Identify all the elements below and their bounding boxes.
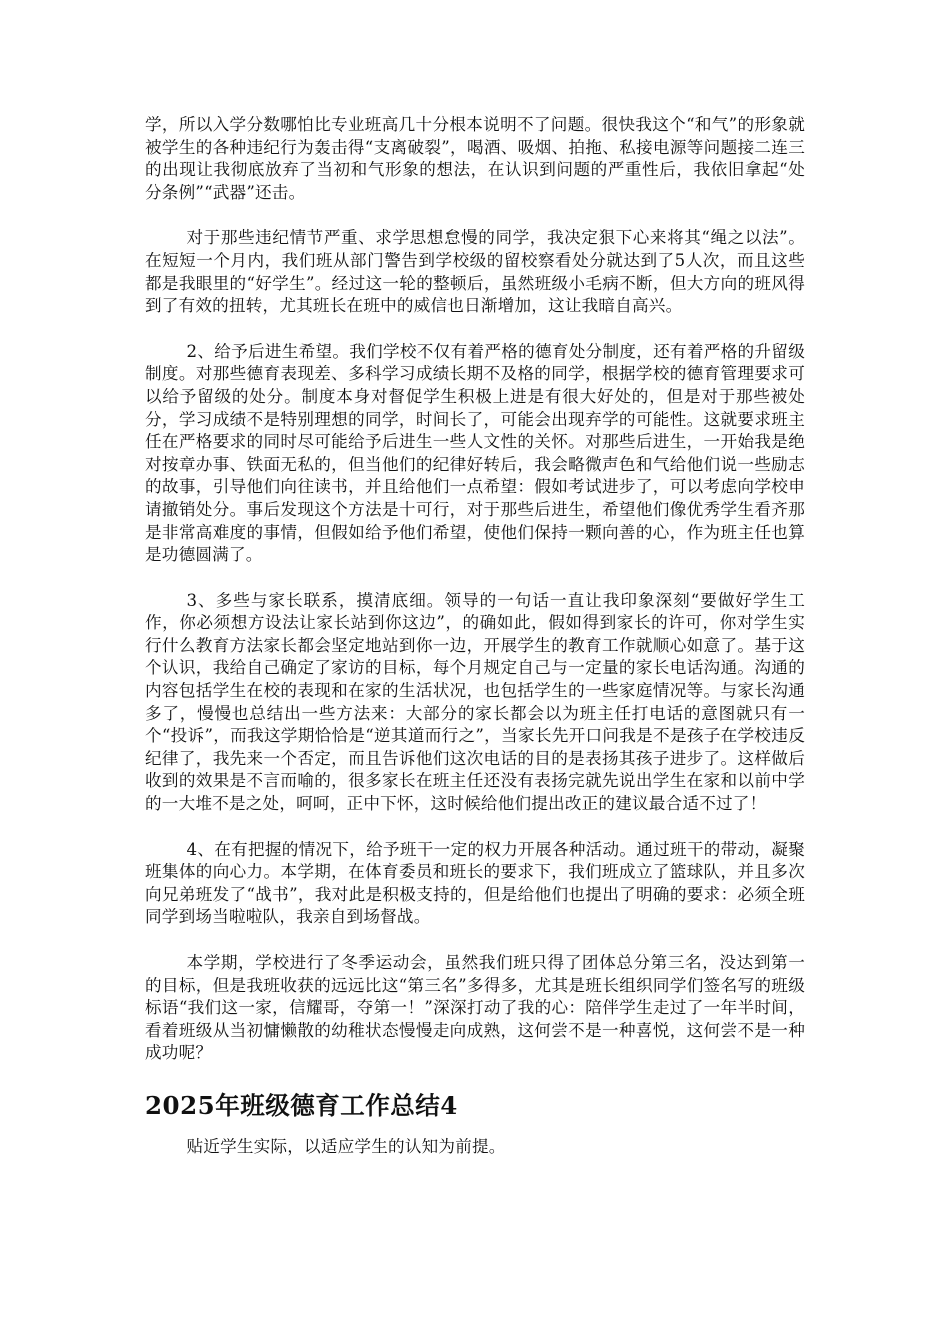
paragraph-point-2: 2、给予后进生希望。我们学校不仅有着严格的德育处分制度，还有着严格的升留级制度。对那些德育表现差、多科学习成绩长期不及格的同学，根据学校的德育管理要求可以给予留级的处分。制度本身对督促学生积极上进是有很大好处的，但是对于那些被处分，学习成绩不是特别理想的同学，时间长了，可能会出现弃学的可能性。这就要求班主任在严格要求的同时尽可能给予后进生一些人文性的关怀。对那些后进生，一开始我是绝对按章办事、铁面无私的，但当他们的纪律好转后，我会略微声色和气给他们说一些励志的故事，引导他们向往读书，并且给他们一点希望：假如考试进步了，可以考虑向学校申请撤销处分。事后发现这个方法是十可行，对于那些后进生，希望他们像优秀学生看齐那是非常高难度的事情，但假如给予他们希望，使他们保持一颗向善的心，作为班主任也算是功德圆满了。 — [145, 341, 805, 565]
paragraph-discipline: 对于那些违纪情节严重、求学思想怠慢的同学，我决定狠下心来将其“绳之以法”。在短短一个月内，我们班从部门警告到学校级的留校察看处分就达到了5人次，而且这些都是我眼里的“好学生”。经过这一轮的整顿后，虽然班级小毛病不断，但大方向的班风得到了有效的扭转，尤其班长在班中的威信也日渐增加，这让我暗自高兴。 — [145, 228, 805, 316]
paragraph-spacer — [145, 567, 805, 590]
section-heading: 2025年班级德育工作总结4 — [145, 1090, 458, 1120]
heading-spacer — [145, 1126, 805, 1136]
paragraph-spacer — [145, 929, 805, 952]
paragraph-point-3: 3、多些与家长联系，摸清底细。领导的一句话一直让我印象深刻“要做好学生工作，你必须想方设法让家长站到你这边”，的确如此，假如得到家长的许可，你对学生实行什么教育方法家长都会坚定地站到你一边，开展学生的教育工作就顺心如意了。基于这个认识，我给自己确定了家访的目标，每个月规定自己与一定量的家长电话沟通。沟通的内容包括学生在校的表现和在家的生活状况，也包括学生的一些家庭情况等。与家长沟通多了，慢慢也总结出一些方法来：大部分的家长都会以为班主任打电话的意图就只有一个“投诉”，而我这学期恰恰是“逆其道而行之”，当家长先开口问我是不是孩子在学校违反纪律了，我先来一个否定，而且告诉他们这次电话的目的是表扬其孩子进步了。这样做后收到的效果是不言而喻的，很多家长在班主任还没有表扬完就先说出学生在家和以前中学的一大堆不是之处，呵呵，正中下怀，这时候给他们提出改正的建议最合适不过了！ — [145, 590, 805, 814]
paragraph-point-4: 4、在有把握的情况下，给予班干一定的权力开展各种活动。通过班干的带动，凝聚班集体的向心力。本学期，在体育委员和班长的要求下，我们班成立了篮球队，并且多次向兄弟班发了“战书”，我对此是积极支持的，但是给他们也提出了明确的要求：必须全班同学到场当啦啦队，我亲自到场督战。 — [145, 839, 805, 927]
paragraph-sports-meet: 本学期，学校进行了冬季运动会，虽然我们班只得了团体总分第三名，没达到第一的目标，但是我班收获的远远比这“第三名”多得多，尤其是班长组织同学们签名写的班级标语“我们这一家，信耀哥，夺第一！”深深打动了我的心：陪伴学生走过了一年半时间，看着班级从当初慵懒散的幼稚状态慢慢走向成熟，这何尝不是一种喜悦，这何尝不是一种成功呢？ — [145, 953, 805, 1063]
heading-spacer — [145, 1065, 805, 1086]
paragraph-spacer — [145, 318, 805, 341]
paragraph-closing: 贴近学生实际，以适应学生的认知为前提。 — [186, 1136, 506, 1156]
document-page — [145, 114, 805, 1159]
paragraph-continuation: 学，所以入学分数哪怕比专业班高几十分根本说明不了问题。很快我这个“和气”的形象就被学生的各种违纪行为轰击得“支离破裂”，喝酒、吸烟、拍拖、私接电源等问题接二连三的出现让我彻底放弃了当初和气形象的想法，在认识到问题的严重性后，我依旧拿起“处分条例”“武器”还击。 — [145, 115, 805, 202]
paragraph-spacer — [145, 204, 805, 227]
paragraph-spacer — [145, 816, 805, 839]
